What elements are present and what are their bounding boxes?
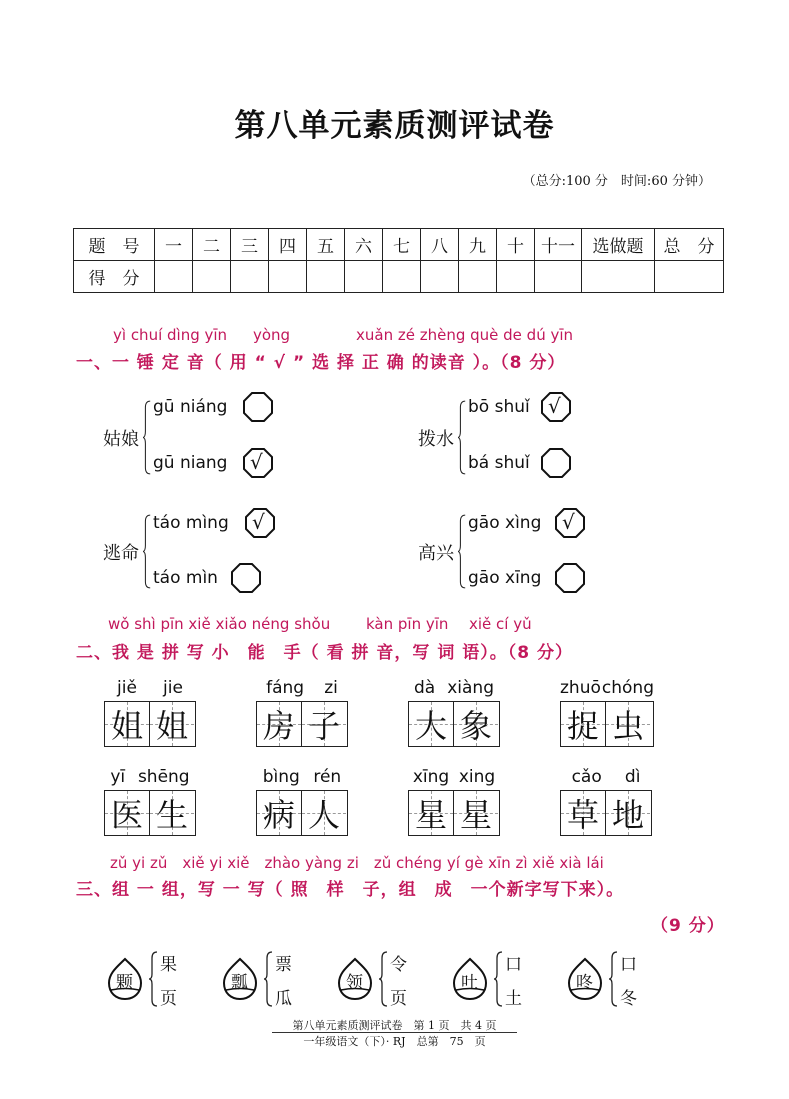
answer-octagon[interactable]	[554, 507, 586, 539]
grid-char: 大	[414, 707, 447, 745]
section2-pinyin-c: xiě cí yǔ	[469, 615, 532, 633]
word-pinyin: cǎo	[571, 767, 602, 787]
compose-item	[220, 950, 305, 1008]
grid-char: 虫	[611, 707, 644, 745]
score-cell[interactable]	[345, 261, 383, 293]
score-col-label: 十一	[535, 229, 582, 261]
compose-part: 口	[505, 955, 522, 975]
score-cell[interactable]	[231, 261, 269, 293]
word-pinyin: bìng	[262, 767, 300, 787]
score-table-row-label: 题 号	[74, 229, 155, 261]
tian-grid[interactable]	[104, 790, 196, 836]
grid-cell	[561, 702, 605, 746]
grid-char: 生	[155, 796, 188, 834]
score-col-label: 总 分	[655, 229, 724, 261]
tian-grid[interactable]	[408, 790, 500, 836]
grid-char: 子	[307, 707, 340, 745]
score-cell[interactable]	[535, 261, 582, 293]
word-pinyin: xīng	[412, 767, 450, 787]
tian-grid[interactable]	[256, 701, 348, 747]
score-cell[interactable]	[497, 261, 535, 293]
word-pinyin: zhuō	[560, 678, 601, 698]
answer-octagon[interactable]	[242, 447, 274, 479]
option-pinyin: táo mìn	[153, 568, 218, 588]
section1-heading: 一、一 锤 定 音（ 用 “ √ ” 选 择 正 确 的读音 ）。（8 分）	[76, 353, 566, 373]
octagon-icon	[554, 562, 586, 594]
score-table-header-row	[74, 229, 724, 261]
grid-char: 星	[459, 796, 492, 834]
option-pinyin: gū niang	[153, 453, 228, 473]
item-word: 高兴	[418, 543, 454, 564]
word-pinyin: jiě	[117, 678, 137, 698]
compose-item	[565, 950, 650, 1008]
score-cell[interactable]	[582, 261, 655, 293]
compose-part: 口	[620, 955, 637, 975]
compose-part: 页	[160, 989, 177, 1009]
tian-grid[interactable]	[256, 790, 348, 836]
brace-icon	[263, 950, 273, 1008]
grid-cell	[149, 791, 194, 835]
score-col-label: 六	[345, 229, 383, 261]
section2-pinyin-a: wǒ shì pīn xiě xiǎo néng shǒu	[108, 615, 331, 633]
word-pinyin: jie	[163, 678, 183, 698]
score-col-label: 五	[307, 229, 345, 261]
compose-part: 果	[160, 955, 177, 975]
word-box	[408, 678, 500, 747]
option-pinyin: bō shuǐ	[468, 397, 530, 417]
compose-char: 瓢	[231, 973, 248, 993]
compose-part: 页	[390, 989, 407, 1009]
grid-char: 地	[611, 796, 644, 834]
answer-octagon[interactable]	[242, 391, 274, 423]
score-cell[interactable]	[383, 261, 421, 293]
check-mark: √	[548, 394, 561, 418]
compose-part: 土	[505, 989, 522, 1009]
word-box	[256, 678, 348, 747]
word-pinyin: zi	[324, 678, 338, 698]
brace-icon	[608, 950, 618, 1008]
score-table	[73, 228, 724, 293]
word-box	[560, 767, 652, 836]
grid-cell	[605, 702, 650, 746]
score-col-label: 三	[231, 229, 269, 261]
grid-char: 人	[307, 796, 340, 834]
option-pinyin: bá shuǐ	[468, 453, 530, 473]
compose-item	[105, 950, 190, 1008]
grid-char: 捉	[566, 707, 599, 745]
brace-icon	[148, 950, 158, 1008]
tian-grid[interactable]	[560, 790, 652, 836]
compose-char: 颗	[116, 973, 133, 993]
compose-item	[450, 950, 535, 1008]
check-mark: √	[562, 510, 575, 534]
footer-line-1: 第八单元素质测评试卷 第 1 页 共 4 页	[292, 1019, 497, 1032]
word-box	[560, 678, 654, 747]
item-word: 拨水	[418, 429, 454, 450]
option-pinyin: táo mìng	[153, 513, 229, 533]
section1-item	[103, 390, 303, 485]
item-word: 姑娘	[103, 429, 139, 450]
section1-item	[418, 390, 618, 485]
brace-icon	[493, 950, 503, 1008]
check-mark: √	[252, 510, 265, 534]
grid-cell	[301, 702, 346, 746]
option-pinyin: gāo xìng	[468, 513, 542, 533]
score-col-label: 八	[421, 229, 459, 261]
score-cell[interactable]	[155, 261, 193, 293]
compose-char: 咚	[576, 973, 593, 993]
compose-part: 令	[390, 955, 407, 975]
brace-icon	[143, 504, 151, 599]
grid-char: 星	[414, 796, 447, 834]
brace-icon	[458, 390, 466, 485]
word-pinyin: dà	[414, 678, 436, 698]
octagon-icon	[242, 391, 274, 423]
grid-cell	[301, 791, 346, 835]
octagon-icon	[230, 562, 262, 594]
compose-char: 领	[346, 973, 363, 993]
grid-char: 医	[110, 796, 143, 834]
grid-cell	[605, 791, 650, 835]
answer-octagon[interactable]	[244, 507, 276, 539]
score-cell[interactable]	[655, 261, 724, 293]
section3-heading: 三、组 一 组，写 一 写（ 照 样 子，组 成 一个新字写下来）。	[76, 880, 625, 900]
grid-char: 房	[262, 707, 295, 745]
compose-item	[335, 950, 420, 1008]
section3-pinyin: zǔ yi zǔ xiě yi xiě zhào yàng zi zǔ chéng yí gè xīn zì xiě xià lái	[110, 854, 604, 872]
brace-icon	[143, 390, 151, 485]
score-cell[interactable]	[421, 261, 459, 293]
octagon-icon	[540, 447, 572, 479]
word-box	[256, 767, 348, 836]
grid-cell	[105, 791, 149, 835]
grid-cell	[409, 791, 453, 835]
section1-pinyin-b: yòng	[253, 326, 291, 344]
score-table-row-label: 得 分	[74, 261, 155, 293]
option-pinyin: gū niáng	[153, 397, 228, 417]
score-cell[interactable]	[193, 261, 231, 293]
score-col-label: 二	[193, 229, 231, 261]
compose-part: 票	[275, 955, 292, 975]
grid-cell	[453, 791, 498, 835]
compose-part: 冬	[620, 989, 637, 1009]
tian-grid[interactable]	[560, 701, 654, 747]
score-col-label: 一	[155, 229, 193, 261]
word-pinyin: shēng	[137, 767, 190, 787]
section1-item	[418, 504, 618, 599]
option-pinyin: gāo xīng	[468, 568, 542, 588]
word-box	[104, 767, 196, 836]
word-pinyin: chóng	[601, 678, 654, 698]
grid-char: 草	[566, 796, 599, 834]
grid-cell	[105, 702, 149, 746]
word-box	[104, 678, 196, 747]
answer-octagon[interactable]	[540, 447, 572, 479]
word-pinyin: yī	[110, 767, 126, 787]
grid-char: 姐	[110, 707, 143, 745]
answer-octagon[interactable]	[230, 562, 262, 594]
grid-cell	[257, 702, 301, 746]
exam-meta: （总分:100 分 时间:60 分钟）	[522, 174, 711, 189]
score-cell[interactable]	[459, 261, 497, 293]
score-table-score-row	[74, 261, 724, 293]
score-cell[interactable]	[307, 261, 345, 293]
grid-char: 象	[459, 707, 492, 745]
grid-cell	[561, 791, 605, 835]
word-pinyin: rén	[313, 767, 342, 787]
score-col-label: 十	[497, 229, 535, 261]
footer-line-2: 一年级语文（下）· RJ 总第 75 页	[303, 1035, 486, 1048]
section1-pinyin-a: yì chuí dìng yīn	[113, 326, 228, 344]
grid-cell	[149, 702, 194, 746]
score-col-label: 四	[269, 229, 307, 261]
brace-icon	[378, 950, 388, 1008]
score-col-label: 选做题	[582, 229, 655, 261]
word-pinyin: fáng	[266, 678, 305, 698]
compose-char: 吐	[461, 973, 478, 993]
brace-icon	[458, 504, 466, 599]
section2-heading: 二、我 是 拼 写 小 能 手（ 看 拼 音，写 词 语）。（8 分）	[76, 643, 574, 663]
grid-cell	[257, 791, 301, 835]
section1-item	[103, 504, 303, 599]
grid-char: 姐	[155, 707, 188, 745]
grid-cell	[409, 702, 453, 746]
item-word: 逃命	[103, 543, 139, 564]
word-pinyin: dì	[624, 767, 641, 787]
section3-points: （9 分）	[651, 916, 725, 936]
tian-grid[interactable]	[408, 701, 500, 747]
word-box	[408, 767, 500, 836]
compose-part: 瓜	[275, 989, 292, 1009]
section2-pinyin-b: kàn pīn yīn	[366, 615, 449, 633]
grid-char: 病	[262, 796, 295, 834]
section1-pinyin-c: xuǎn zé zhèng què de dú yīn	[356, 326, 574, 344]
check-mark: √	[250, 450, 263, 474]
tian-grid[interactable]	[104, 701, 196, 747]
answer-octagon[interactable]	[540, 391, 572, 423]
answer-octagon[interactable]	[554, 562, 586, 594]
score-col-label: 七	[383, 229, 421, 261]
score-col-label: 九	[459, 229, 497, 261]
grid-cell	[453, 702, 498, 746]
page-title: 第八单元素质测评试卷	[234, 108, 555, 144]
word-pinyin: xing	[458, 767, 496, 787]
word-pinyin: xiàng	[447, 678, 494, 698]
score-cell[interactable]	[269, 261, 307, 293]
